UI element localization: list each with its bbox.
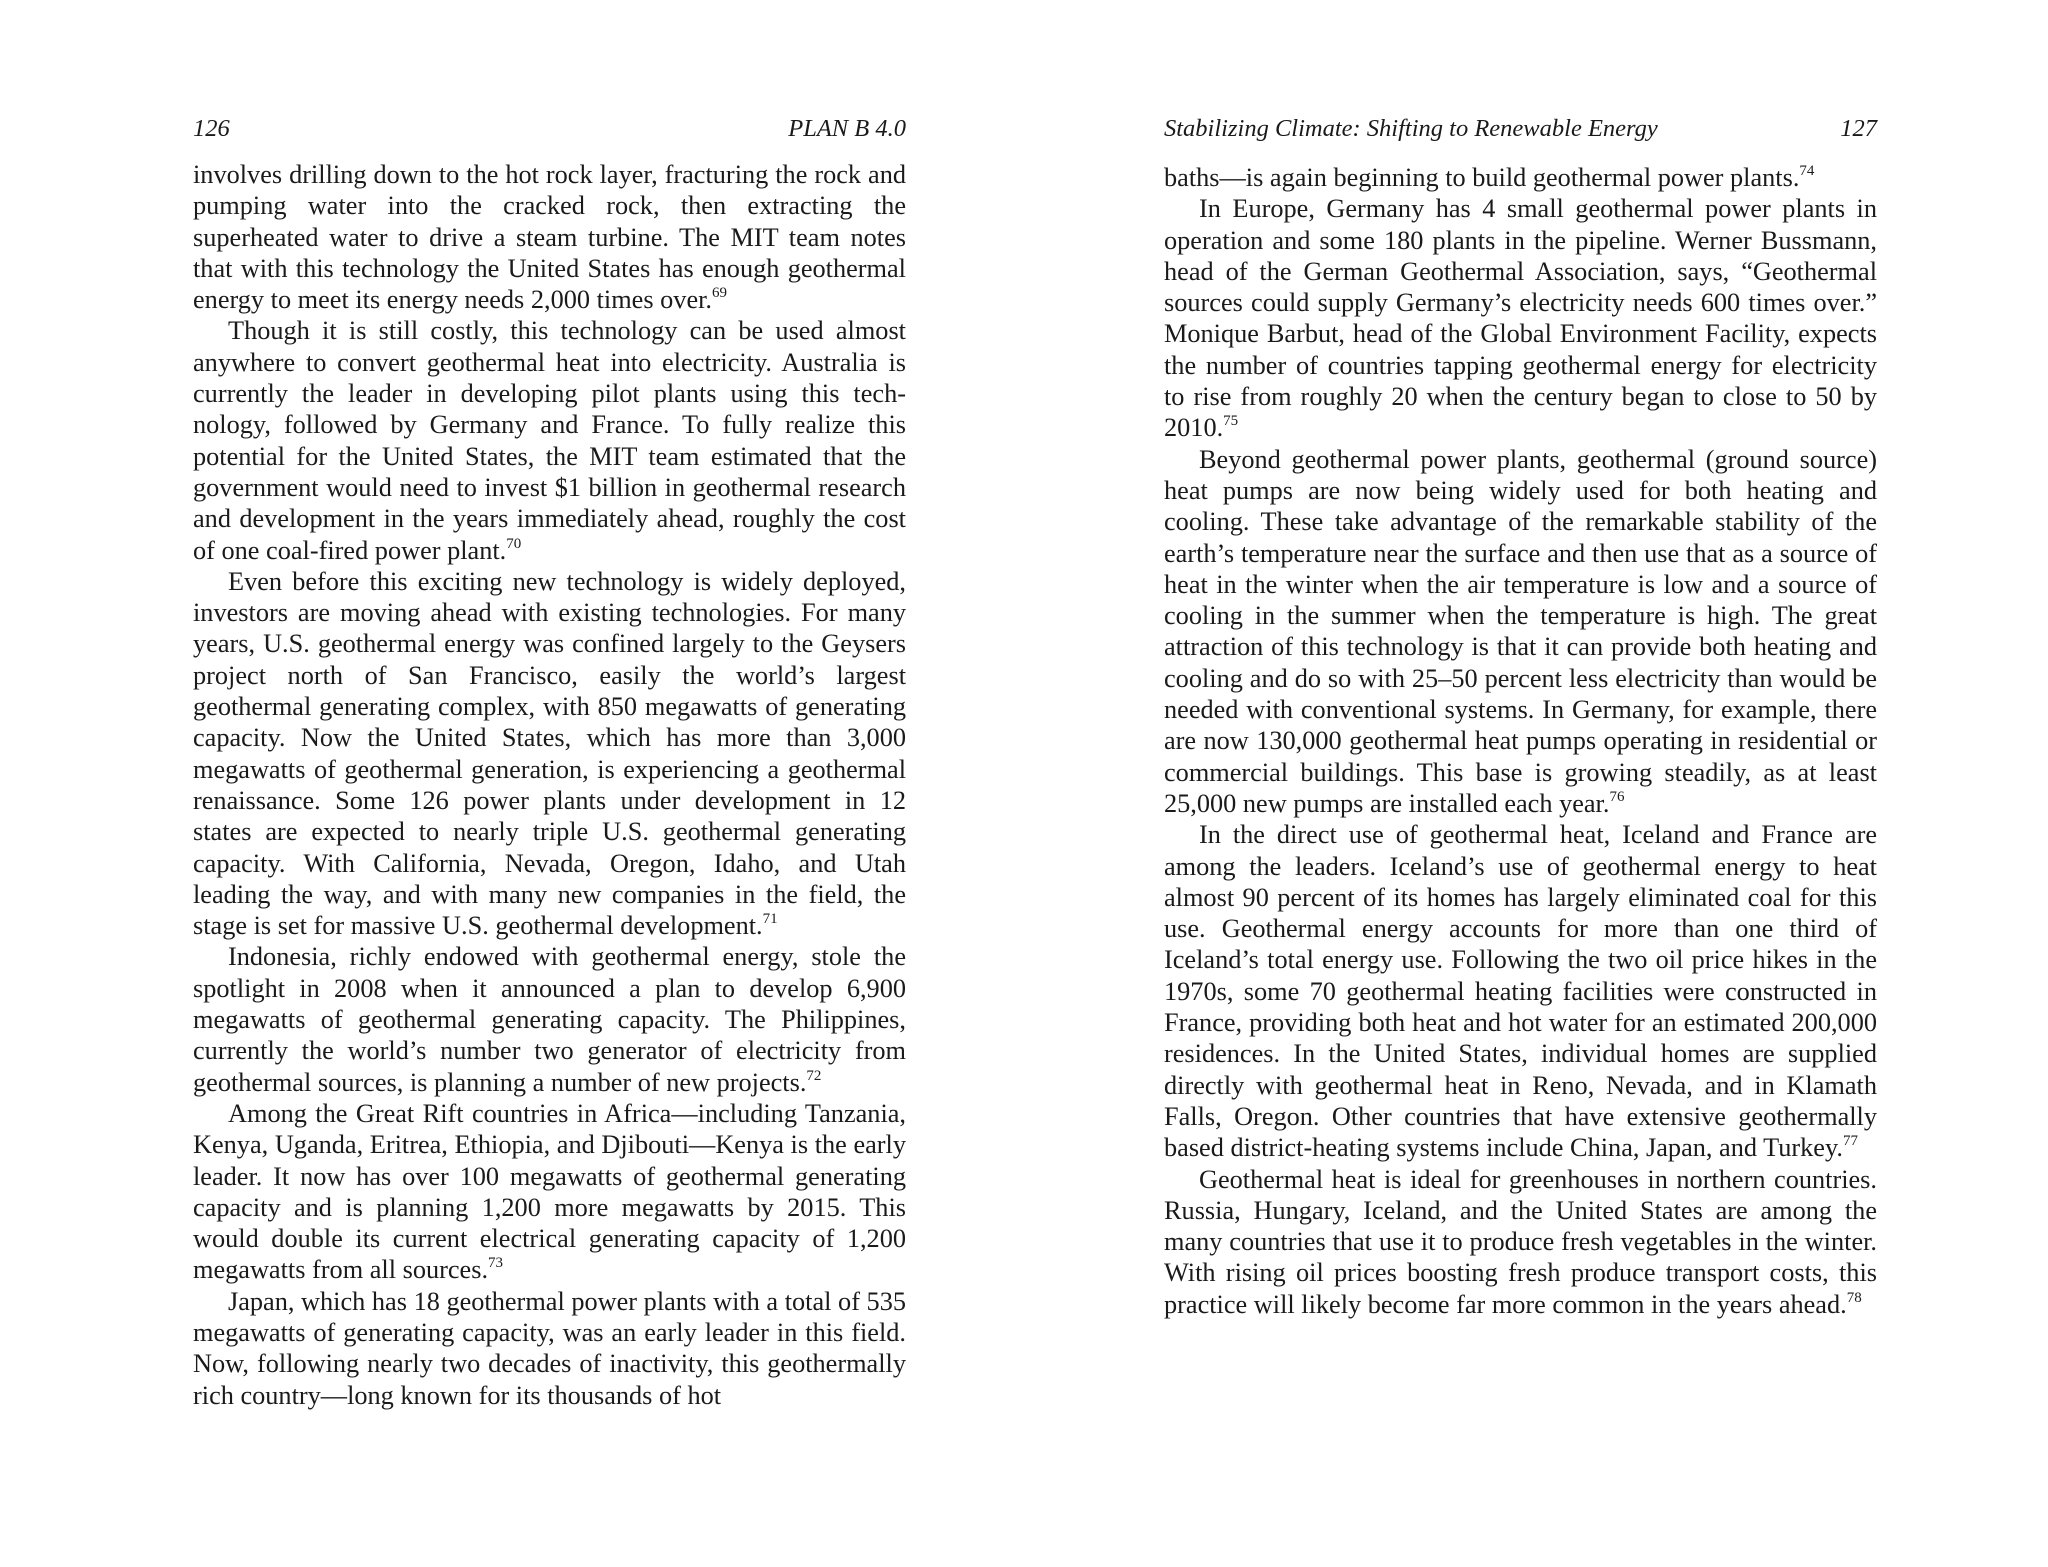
paragraph-text: Beyond geothermal power plants, geothermal (ground source) heat pumps are now being widely used for both heating and cooling. These take advantage of the remarkable stability of the earth’s temperature near the surface and then use that as a source of heat in the winter when the air temperature is low and a source of cooling in the summer when the temperature is high. The great attraction of this technology is that it can provide both heating and cooling and do so with 25–50 percent less electricity than would be needed with conventional systems. In Germany, for example, there are now 130,000 geothermal heat pumps operating in residential or commercial buildings. This base is growing steadily, as at least 25,000 new pumps are installed each year. xyxy=(1164,444,1877,818)
paragraph-text: Even before this exciting new technology is widely deployed, investors are moving ahead with existing technologies. For many years, U.S. geothermal energy was confined largely to the Geysers project north of San Francisco, easily the world’s largest geothermal generating complex, with 850 megawatts of generating capacity. Now the United States, which has more than 3,000 megawatts of geothermal generation, is experiencing a geothermal renaissance. Some 126 power plants under development in 12 states are expected to nearly triple U.S. geothermal generating capacity. With California, Nevada, Oregon, Idaho, and Utah leading the way, and with many new companies in the field, the stage is set for massive U.S. geothermal development. xyxy=(193,566,906,941)
right-running-head xyxy=(1164,112,1877,146)
footnote-marker: 77 xyxy=(1842,1133,1858,1150)
paragraph-text: Though it is still costly, this technology can be used almost anywhere to convert geothermal heat into electricity. Australia is currently the leader in developing pilot plants using this technology, followed by Germany and France. To fully realize this potential for the United States, the MIT team estimated that the government would need to invest $1 billion in geothermal research and development in the years immediately ahead, roughly the cost of one coal-fired power plant. xyxy=(193,316,906,565)
paragraph xyxy=(1164,162,1877,193)
paragraph xyxy=(1164,193,1877,443)
right-page-body xyxy=(1164,162,1877,1320)
footnote-marker: 73 xyxy=(488,1255,504,1272)
paragraph-text: Japan, which has 18 geothermal power plants with a total of 535 megawatts of generating capacity, was an early leader in this field. Now, following nearly two decades of inactivity, this geothermally rich country—long known for its thousands of hot xyxy=(193,1286,906,1410)
paragraph xyxy=(1164,1164,1877,1320)
paragraph-text: Indonesia, richly endowed with geothermal energy, stole the spotlight in 2008 when it announced a plan to develop 6,900 megawatts of geothermal generating capacity. The Philippines, currently the world’s number two generator of electricity from geothermal sources, is planning a number of new projects. xyxy=(193,942,906,1097)
left-page-body xyxy=(193,159,906,1411)
paragraph-text: Among the Great Rift countries in Africa—including Tanzania, Kenya, Uganda, Eritrea, Ethiopia, and Djibouti—Kenya is the early leader. It now has over 100 megawatts of geothermal generating capacity and is planning 1,200 more megawatts by 2015. This would double its current electrical generating capacity of 1,200 megawatts from all sources. xyxy=(193,1098,906,1285)
footnote-marker: 70 xyxy=(506,535,522,552)
book-title-header: PLAN B 4.0 xyxy=(788,115,906,142)
paragraph xyxy=(193,315,906,565)
paragraph xyxy=(193,1098,906,1286)
paragraph xyxy=(1164,444,1877,820)
paragraph xyxy=(1164,819,1877,1163)
paragraph xyxy=(193,566,906,942)
footnote-marker: 78 xyxy=(1846,1289,1862,1306)
paragraph-text: In Europe, Germany has 4 small geothermal power plants in operation and some 180 plants in the pipeline. Werner Bussmann, head of the German Geothermal Association, says, “Geothermal sources could supply Germany’s electricity needs 600 times over.” Monique Barbut, head of the Global Environment Facility, expects the number of countries tapping geothermal energy for electricity to rise from roughly 20 when the century began to close to 50 by 2010. xyxy=(1164,194,1877,443)
page-number-right: 127 xyxy=(1840,115,1877,142)
footnote-marker: 74 xyxy=(1799,163,1815,179)
paragraph xyxy=(193,159,906,315)
footnote-marker: 76 xyxy=(1609,788,1625,805)
left-running-head xyxy=(193,112,906,146)
paragraph xyxy=(193,1286,906,1411)
paragraph xyxy=(193,941,906,1097)
footnote-marker: 69 xyxy=(712,285,728,302)
page-number-left: 126 xyxy=(193,115,230,142)
paragraph-text: involves drilling down to the hot rock layer, fracturing the rock and pumping water into the cracked rock, then extracting the superheated water to drive a steam turbine. The MIT team notes that with this technology the United States has enough geothermal energy to meet its energy needs 2,000 times over. xyxy=(193,160,906,315)
paragraph-text: In the direct use of geothermal heat, Iceland and France are among the leaders. Iceland’s use of geothermal energy to heat almost 90 percent of its homes has largely eliminated coal for this use. Geothermal energy accounts for more than one third of Iceland’s total energy use. Following the two oil price hikes in the 1970s, some 70 geothermal heating facilities were constructed in France, providing both heat and hot water for an estimated 200,000 residences. In the United States, individual homes are supplied directly with geothermal heat in Reno, Nevada, and in Klamath Falls, Oregon. Other countries that have extensive geothermally based district-heating systems include China, Japan, and Turkey. xyxy=(1164,820,1877,1163)
paragraph-text: baths—is again beginning to build geothermal power plants. xyxy=(1164,163,1800,192)
chapter-title-header: Stabilizing Climate: Shifting to Renewable Energy xyxy=(1164,115,1658,142)
footnote-marker: 75 xyxy=(1223,413,1239,430)
paragraph-text: Geothermal heat is ideal for greenhouses in northern countries. Russia, Hungary, Iceland, and the United States are among the many countries that use it to produce fresh vegetables in the winter. With rising oil prices boosting fresh produce transport costs, this practice will likely become far more common in the years ahead. xyxy=(1164,1164,1877,1319)
footnote-marker: 71 xyxy=(762,911,778,928)
footnote-marker: 72 xyxy=(806,1067,822,1084)
